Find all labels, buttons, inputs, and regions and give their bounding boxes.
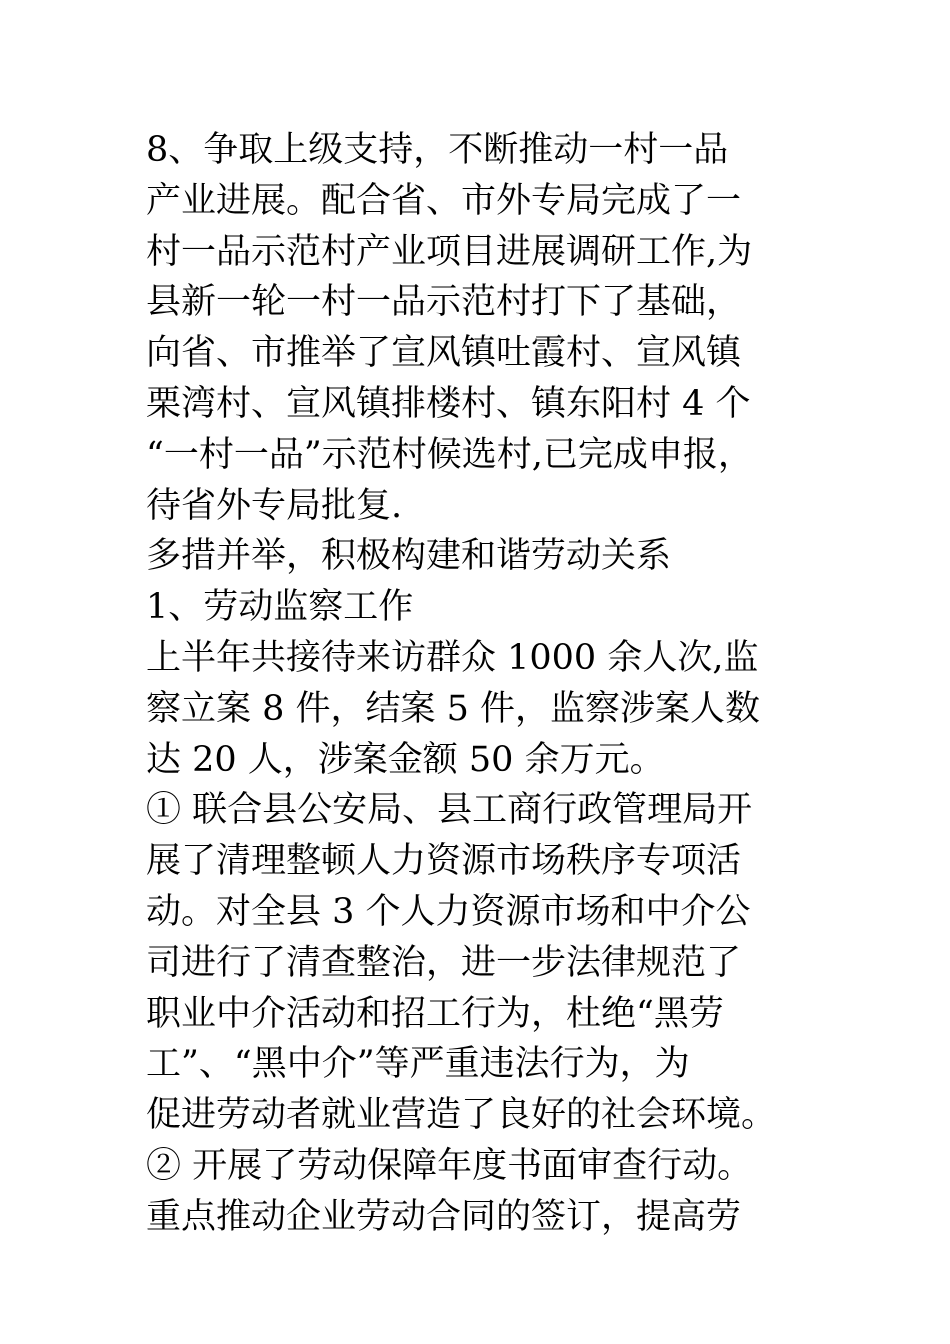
text-line: 村一品示范村产业项目进展调研工作,为 (146, 231, 753, 272)
text-line: 达 20 人，涉案金额 50 余万元。 (146, 739, 665, 780)
text-line: 县新一轮一村一品示范村打下了基础， (146, 282, 742, 323)
text-line: 职业中介活动和招工行为，杜绝“黑劳 (146, 993, 724, 1034)
text-line: 展了清理整顿人力资源市场秩序专项活 (146, 841, 742, 882)
document-body (146, 125, 814, 1243)
subsection-heading: 1、劳动监察工作 (146, 587, 414, 628)
text-line: 察立案 8 件，结案 5 件，监察涉案人数 (146, 688, 761, 729)
text-line: 工”、“黑中介”等严重违法行为，为 (146, 1044, 690, 1085)
text-line: 向省、市推举了宣风镇吐霞村、宣风镇 (146, 333, 742, 374)
text-line: 促进劳动者就业营造了良好的社会环境。 (146, 1095, 777, 1136)
text-line: 重点推动企业劳动合同的签订，提高劳 (146, 1196, 742, 1237)
text-line: “一村一品”示范村候选村,已完成申报， (146, 434, 753, 475)
text-line: ② 开展了劳动保障年度书面审查行动。 (146, 1145, 753, 1186)
text-line: 动。对全县 3 个人力资源市场和中介公 (146, 891, 751, 932)
text-line: 上半年共接待来访群众 1000 余人次,监 (146, 637, 759, 678)
text-line: ① 联合县公安局、县工商行政管理局开 (146, 790, 753, 831)
section-heading: 多措并举，积极构建和谐劳动关系 (146, 536, 672, 577)
text-line: 待省外专局批复. (146, 485, 403, 526)
text-line: 司进行了清查整治，进一步法律规范了 (146, 942, 742, 983)
text-line: 8、争取上级支持，不断推动一村一品 (146, 130, 729, 170)
text-line: 栗湾村、宣风镇排楼村、镇东阳村 4 个 (146, 383, 751, 424)
text-line: 产业进展。配合省、市外专局完成了一 (146, 180, 742, 221)
